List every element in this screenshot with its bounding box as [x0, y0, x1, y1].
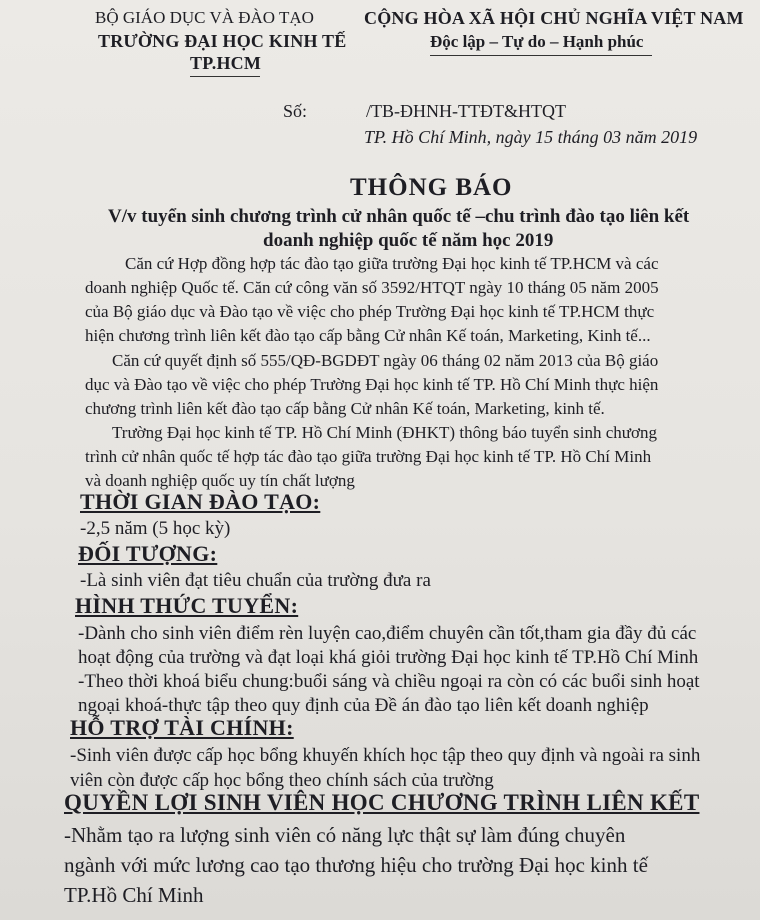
section-heading-target: ĐỐI TƯỢNG:: [78, 541, 218, 566]
doc-number-label: Số:: [283, 101, 308, 121]
place-date: TP. Hồ Chí Minh, ngày 15 tháng 03 năm 2019: [364, 127, 698, 147]
republic-name: CỘNG HÒA XÃ HỘI CHỦ NGHĨA VIỆT NAM: [364, 8, 744, 28]
national-motto: Độc lập – Tự do – Hạnh phúc: [430, 32, 644, 51]
header-left-rule: [190, 76, 260, 77]
section-line: -Sinh viên được cấp học bổng khuyến khích học tập theo quy định và ngoài ra sinh: [70, 745, 701, 766]
section-line: -Nhằm tạo ra lượng sinh viên có năng lực thật sự làm đúng chuyên: [64, 823, 626, 847]
paragraph-2-line: dục và Đào tạo về việc cho phép Trường Đại học kinh tế TP. Hồ Chí Minh thực hiện: [85, 375, 659, 394]
section-line: -2,5 năm (5 học kỳ): [80, 518, 231, 539]
paragraph-2-line: chương trình liên kết đào tạo cấp bằng Cử nhân Kế toán, Marketing, kinh tế.: [85, 399, 605, 418]
paragraph-3-line: trình cử nhân quốc tế hợp tác đào tạo giữa trường Đại học kinh tế TP. Hồ Chí Minh: [85, 447, 652, 466]
document-title: THÔNG BÁO: [350, 174, 513, 201]
doc-number-code: /TB-ĐHNH-TTĐT&HTQT: [366, 101, 566, 121]
subject-line-1: V/v tuyển sinh chương trình cử nhân quốc tế –chu trình đào tạo liên kết: [108, 206, 690, 227]
university-name-line2: TP.HCM: [190, 53, 262, 73]
section-line: -Là sinh viên đạt tiêu chuẩn của trường đưa ra: [80, 570, 431, 591]
section-line: ngoại khoá-thực tập theo quy định của Đề án đào tạo liên kết doanh nghiệp: [78, 695, 649, 716]
paragraph-2-line: Căn cứ quyết định số 555/QĐ-BGDĐT ngày 06 tháng 02 năm 2013 của Bộ giáo: [112, 351, 659, 370]
paragraph-1-line: doanh nghiệp Quốc tế. Căn cứ công văn số 3592/HTQT ngày 10 tháng 05 năm 2005: [85, 278, 659, 297]
section-heading-duration: THỜI GIAN ĐÀO TẠO:: [80, 489, 321, 514]
paragraph-1-line: Căn cứ Hợp đồng hợp tác đào tạo giữa trường Đại học kinh tế TP.HCM và các: [125, 254, 659, 273]
paragraph-1-line: của Bộ giáo dục và Đào tạo về việc cho phép Trường Đại học kinh tế TP.HCM thực: [85, 302, 655, 321]
section-line: -Theo thời khoá biểu chung:buổi sáng và chiều ngoại ra còn có các buổi sinh hoạt: [78, 671, 700, 692]
section-line: -Dành cho sinh viên điểm rèn luyện cao,điểm chuyên cần tốt,tham gia đầy đủ các: [78, 623, 697, 644]
section-heading-form: HÌNH THỨC TUYỂN:: [75, 593, 299, 618]
subject-line-2: doanh nghiệp quốc tế năm học 2019: [263, 230, 554, 251]
ministry-name: BỘ GIÁO DỤC VÀ ĐÀO TẠO: [95, 8, 314, 27]
section-heading-finance: HỖ TRỢ TÀI CHÍNH:: [70, 715, 294, 740]
section-line: viên còn được cấp học bổng theo chính sách của trường: [70, 770, 494, 791]
paragraph-3-line: Trường Đại học kinh tế TP. Hồ Chí Minh (ĐHKT) thông báo tuyển sinh chương: [112, 423, 657, 442]
paragraph-1-line: hiện chương trình liên kết đào tạo cấp bằng Cử nhân Kế toán, Marketing, Kinh tế...: [85, 326, 651, 345]
paragraph-3-line: và doanh nghiệp quốc uy tín chất lượng: [85, 471, 355, 490]
university-name-line1: TRƯỜNG ĐẠI HỌC KINH TẾ: [98, 31, 347, 51]
section-line: hoạt động của trường và đạt loại khá giỏi trường Đại học kinh tế TP.Hồ Chí Minh: [78, 647, 699, 668]
section-heading-benefits: QUYỀN LỢI SINH VIÊN HỌC CHƯƠNG TRÌNH LIÊN KẾT: [64, 790, 700, 815]
header-right-rule: [430, 55, 652, 56]
section-line: TP.Hồ Chí Minh: [64, 883, 204, 907]
section-line: ngành với mức lương cao tạo thương hiệu cho trường Đại học kinh tế: [64, 853, 648, 877]
